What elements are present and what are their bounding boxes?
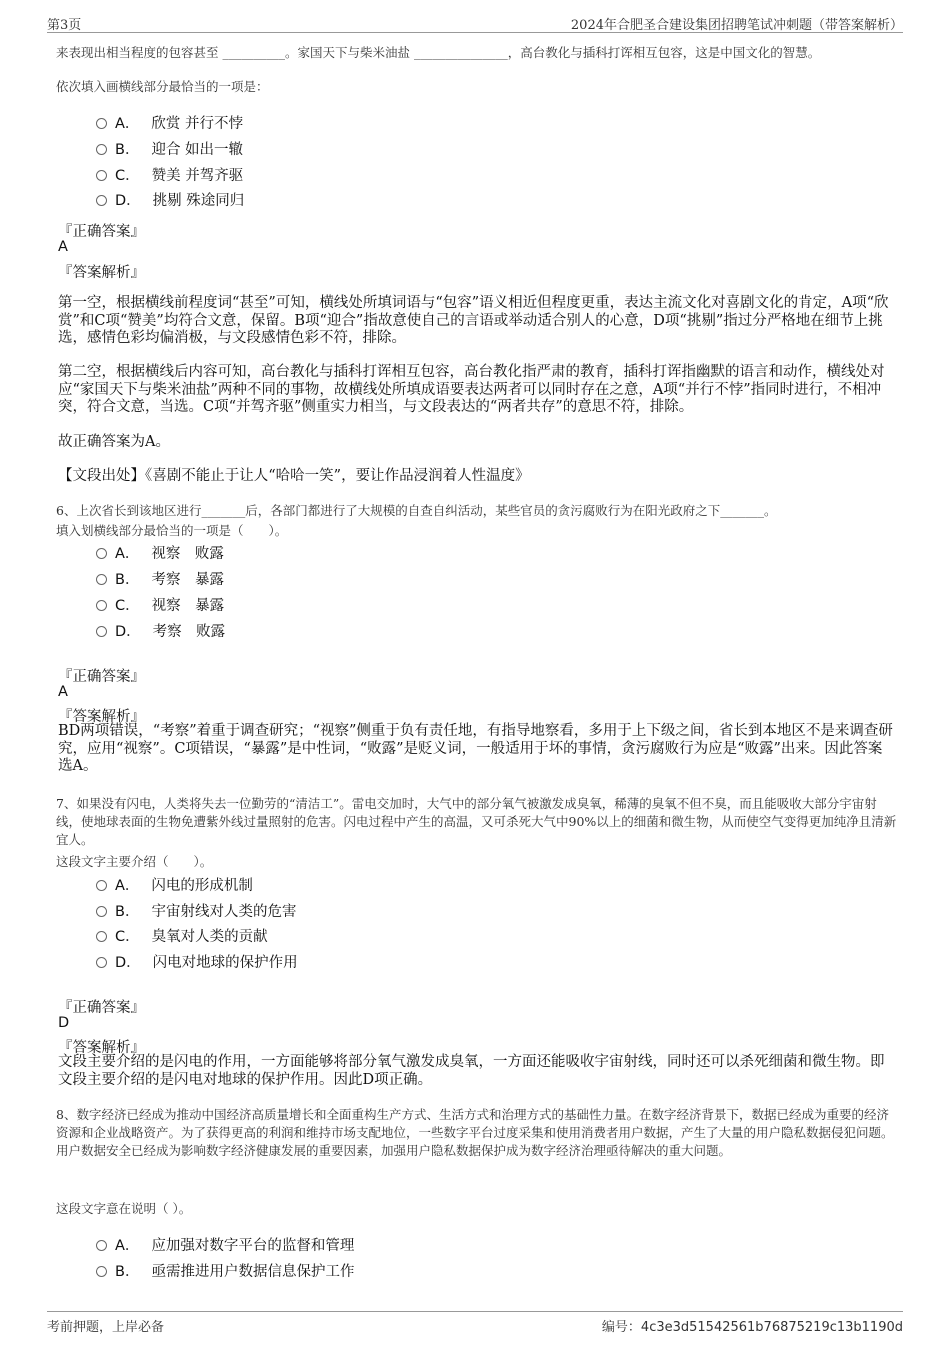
q6-stem: 6、上次省长到该地区进行_______后，各部门都进行了大规模的自查自纠活动，某些官员的贪污腐败行为在阳光政府之下_______。 [56,503,777,518]
radio-icon[interactable] [96,1240,107,1251]
q6-answer: A [58,684,68,700]
radio-icon[interactable] [96,144,107,155]
q7-option-b[interactable]: B． 宇宙射线对人类的危害 [96,902,296,922]
page-header [47,12,903,33]
q5-analysis-p2: 第二空，根据横线后内容可知，高台教化与插科打诨相互包容，高台教化指严肃的教育，插科打诨指幽默的语言和动作，横线处对应“家国天下与柴米油盐”两种不同的事物，故横线处所填成语要表达两者可以同时存在之意，A项“并行不悖”指同时进行，不相冲突，符合文意，当选。C项“并驾齐驱”侧重实力相当，与文段表达的“两者共存”的意思不符，排除。 [58,364,885,415]
q6-analysis: BD两项错误，“考察”着重于调查研究；“视察”侧重于负有责任地，有指导地察看，多用于上下级之间，省长到本地区不是来调查研究，应用“视察”。C项错误，“暴露”是中性词，“败露”是贬义词，一般适用于坏的事情，贪污腐败行为应是“败露”出来。因此答案选A。 [58,723,893,774]
q7-option-c[interactable]: C． 臭氧对人类的贡献 [96,927,268,947]
q6-answer-label: 『正确答案』 [58,669,145,685]
q7-prompt: 这段文字主要介绍（ ）。 [56,854,213,869]
radio-icon[interactable] [96,600,107,611]
q5-analysis-label: 『答案解析』 [58,265,145,281]
radio-icon[interactable] [96,931,107,942]
q8-option-a[interactable]: A． 应加强对数字平台的监督和管理 [96,1236,354,1256]
document-code-value: 4c3e3d51542561b76875219c13b1190d [640,1320,903,1335]
page-number: 第3页 [47,18,82,33]
q5-answer: A [58,239,68,255]
q7-answer-label: 『正确答案』 [58,1000,145,1016]
q6-option-c[interactable]: C． 视察 暴露 [96,596,224,616]
footer-slogan: 考前押题，上岸必备 [47,1320,165,1335]
document-title: 2024年合肥圣合建设集团招聘笔试冲刺题（带答案解析） [570,18,903,33]
q5-prompt: 依次填入画横线部分最恰当的一项是： [56,79,269,94]
q5-analysis-p1: 第一空，根据横线前程度词“甚至”可知，横线处所填词语与“包容”语义相近但程度更重，表达主流文化对喜剧文化的肯定，A项“欣赏”和C项“赞美”均符合文意，保留。B项“迎合”指故意使自己的言语或举动适合别人的心意，D项“挑剔”指过分严格地在细节上挑选，感情色彩均偏消极，与文段感情色彩不符，排除。 [58,295,889,346]
q6-analysis-label: 『答案解析』 [58,709,145,725]
radio-icon[interactable] [96,906,107,917]
radio-icon[interactable] [96,118,107,129]
q5-answer-label: 『正确答案』 [58,224,145,240]
q8-stem: 8、数字经济已经成为推动中国经济高质量增长和全面重构生产方式、生活方式和治理方式的基础性力量。在数字经济背景下，数据已经成为重要的经济资源和企业战略资产。为了获得更高的利润和维持市场支配地位，一些数字平台过度采集和使用消费者用户数据，产生了大量的用户隐私数据侵犯问题。用户数据安全已经成为影响数字经济健康发展的重要因素，加强用户隐私数据保护成为数字经济治理亟待解决的重大问题。 [56,1107,894,1158]
q5-option-d[interactable]: D． 挑剔 殊途同归 [96,191,244,211]
radio-icon[interactable] [96,574,107,585]
q5-source: 【文段出处】《喜剧不能止于让人“哈哈一笑”，要让作品浸润着人性温度》 [58,468,530,484]
radio-icon[interactable] [96,1266,107,1277]
q6-prompt: 填入划横线部分最恰当的一项是（ ）。 [56,523,288,538]
document-code [602,1316,903,1335]
q8-prompt: 这段文字意在说明（ ）。 [56,1201,192,1216]
q7-analysis: 文段主要介绍的是闪电的作用，一方面能够将部分氧气激发成臭氧，一方面还能吸收宇宙射线，同时还可以杀死细菌和微生物。即文段主要介绍的是闪电对地球的保护作用。因此D项正确。 [58,1054,885,1088]
radio-icon[interactable] [96,195,107,206]
q5-analysis-p3: 故正确答案为A。 [58,434,170,450]
q7-answer: D [58,1015,70,1031]
q6-option-a[interactable]: A． 视察 败露 [96,544,224,564]
page-footer [47,1311,903,1334]
radio-icon[interactable] [96,170,107,181]
q5-option-a[interactable]: A． 欣赏 并行不悖 [96,114,243,134]
radio-icon[interactable] [96,957,107,968]
radio-icon[interactable] [96,626,107,637]
q7-stem: 7、如果没有闪电，人类将失去一位勤劳的“清洁工”。雷电交加时，大气中的部分氧气被激发成臭氧，稀薄的臭氧不但不臭，而且能吸收大部分宇宙射线，使地球表面的生物免遭紫外线过量照射的危害。闪电过程中产生的高温，又可杀死大气中90%以上的细菌和微生物，从而使空气变得更加纯净且清新宜人。 [56,796,897,847]
q5-option-b[interactable]: B． 迎合 如出一辙 [96,140,243,160]
q8-option-b[interactable]: B． 亟需推进用户数据信息保护工作 [96,1262,354,1282]
q5-stem: 来表现出相当程度的包容甚至 __________。家国天下与柴米油盐 _______________，高台教化与插科打诨相互包容，这是中国文化的智慧。 [56,45,821,60]
radio-icon[interactable] [96,880,107,891]
q6-option-b[interactable]: B． 考察 暴露 [96,570,224,590]
document-code-label: 编号： [601,1320,641,1335]
q7-option-a[interactable]: A． 闪电的形成机制 [96,876,253,896]
q5-option-c[interactable]: C． 赞美 并驾齐驱 [96,166,243,186]
q7-analysis-label: 『答案解析』 [58,1040,145,1056]
radio-icon[interactable] [96,548,107,559]
q7-option-d[interactable]: D． 闪电对地球的保护作用 [96,953,298,973]
q6-option-d[interactable]: D． 考察 败露 [96,622,225,642]
